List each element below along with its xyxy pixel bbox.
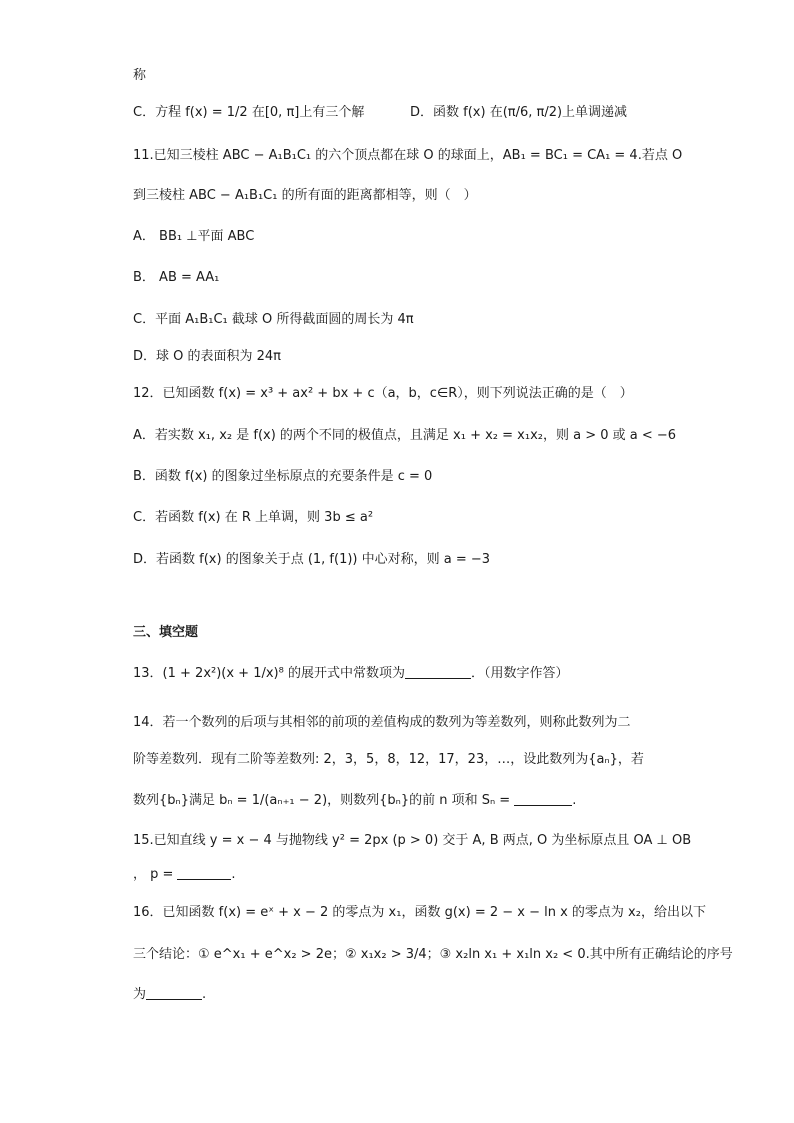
period: . (572, 793, 577, 808)
question-15: 15.已知直线 y = x − 4 与抛物线 y² = 2px (p > 0) 交于 A, B 两点, O 为坐标原点且 OA ⊥ OB (133, 833, 692, 848)
question-14-formula-text: 数列{bₙ}满足 bₙ = 1/(aₙ₊₁ − 2)，则数列{bₙ}的前 n 项和 Sₙ = (133, 793, 511, 808)
answer-blank[interactable] (405, 666, 471, 679)
question-16-cont: 三个结论：① e^x₁ + e^x₂ > 2e；② x₁x₂ > 3/4；③ x₂ln x₁ + x₁ln x₂ < 0.其中所有正确结论的序号 (133, 947, 733, 962)
option-a-q11: A． BB₁ ⊥平面 ABC (133, 229, 255, 244)
option-b-q11: B． AB = AA₁ (133, 270, 220, 285)
option-a-q12: A．若实数 x₁, x₂ 是 f(x) 的两个不同的极值点，且满足 x₁ + x₂ = x₁x₂，则 a > 0 或 a < −6 (133, 428, 677, 443)
question-11-cont: 到三棱柱 ABC − A₁B₁C₁ 的所有面的距离都相等，则（ ） (133, 188, 477, 203)
option-d-q11: D．球 O 的表面积为 24π (133, 349, 282, 364)
option-c-q10: C．方程 f(x) = 1/2 在[0, π]上有三个解 (133, 105, 365, 120)
question-16: 16．已知函数 f(x) = eˣ + x − 2 的零点为 x₁，函数 g(x) = 2 − x − ln x 的零点为 x₂，给出以下 (133, 905, 706, 920)
answer-blank[interactable] (177, 867, 231, 880)
option-d-q10: D．函数 f(x) 在(π/6, π/2)上单调递减 (410, 105, 628, 120)
question-16-answer-text: 为 (133, 987, 147, 1002)
question-16-answer (133, 985, 206, 1005)
question-15-answer-text: ， p = (133, 867, 174, 882)
question-12: 12．已知函数 f(x) = x³ + ax² + bx + c（a，b，c∈R），则下列说法正确的是（ ） (133, 386, 633, 401)
option-d-q12: D．若函数 f(x) 的图象关于点 (1, f(1)) 中心对称，则 a = −3 (133, 552, 491, 567)
period: . (231, 867, 236, 882)
question-14-formula (133, 791, 576, 811)
text-line: 称 (133, 68, 147, 83)
period: . (202, 987, 207, 1002)
answer-blank[interactable] (514, 793, 572, 806)
option-c-q11: C．平面 A₁B₁C₁ 截球 O 所得截面圆的周长为 4π (133, 312, 414, 327)
question-13-text: 13．(1 + 2x²)(x + 1/x)⁸ 的展开式中常数项为 (133, 666, 405, 681)
question-13-note: ．（用数字作答） (470, 666, 569, 681)
question-14-cont: 阶等差数列．现有二阶等差数列: 2，3，5，8，12，17，23，…，设此数列为{aₙ}，若 (133, 752, 644, 767)
option-b-q12: B．函数 f(x) 的图象过坐标原点的充要条件是 c = 0 (133, 469, 433, 484)
answer-blank[interactable] (146, 987, 202, 1000)
question-11: 11.已知三棱柱 ABC − A₁B₁C₁ 的六个顶点都在球 O 的球面上，AB₁ = BC₁ = CA₁ = 4.若点 O (133, 148, 683, 163)
section-heading: 三、填空题 (133, 625, 199, 640)
question-15-answer (133, 865, 236, 885)
question-14: 14．若一个数列的后项与其相邻的前项的差值构成的数列为等差数列，则称此数列为二 (133, 715, 631, 730)
option-c-q12: C．若函数 f(x) 在 R 上单调，则 3b ≤ a² (133, 510, 374, 525)
question-13 (133, 664, 569, 684)
